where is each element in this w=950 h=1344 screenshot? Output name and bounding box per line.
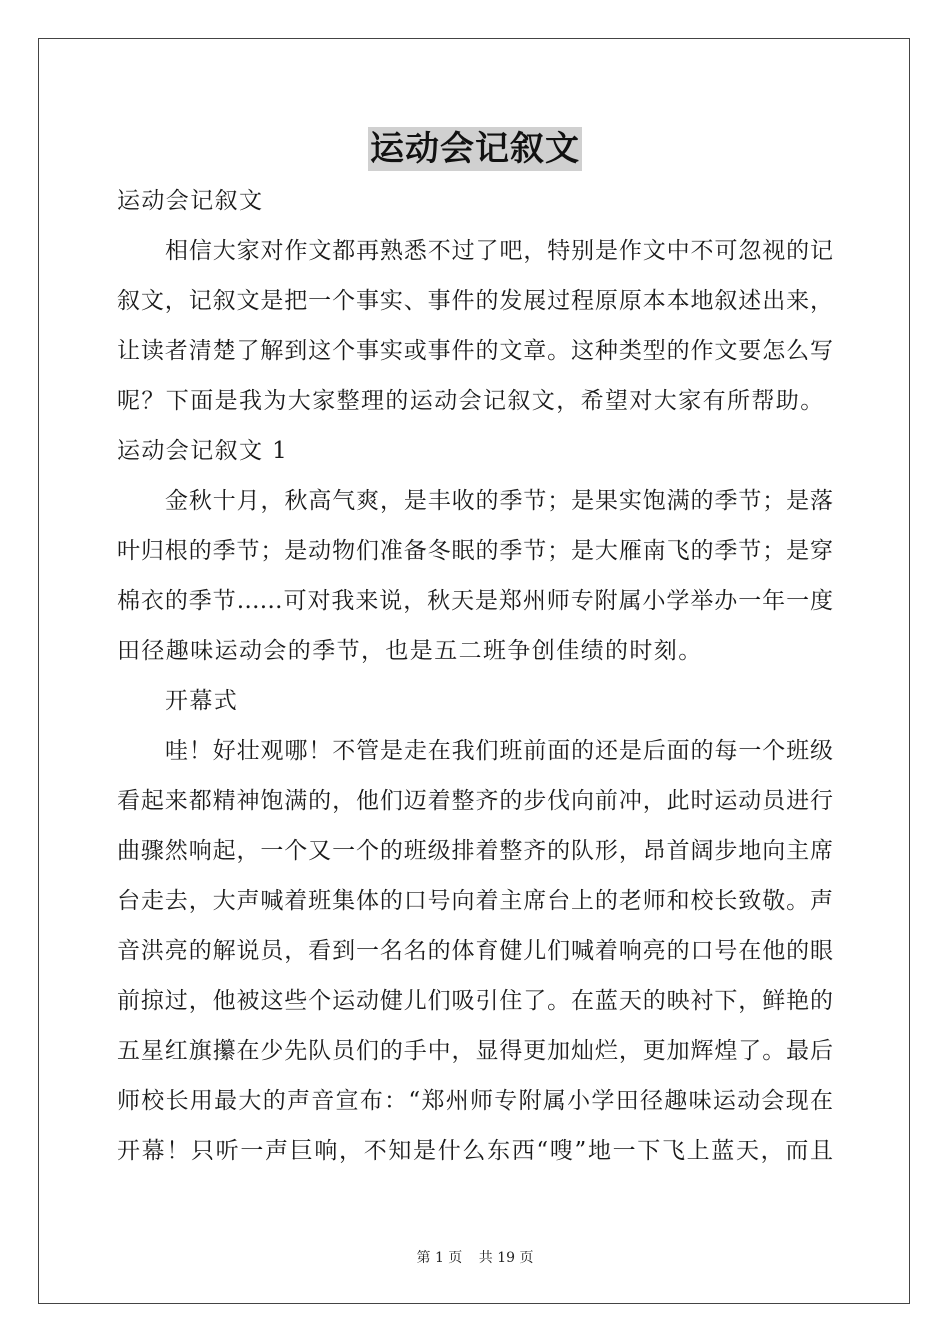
text-line: 叶归根的季节；是动物们准备冬眠的季节；是大雁南飞的季节；是穿 [117, 538, 833, 564]
text-line: 运动会记叙文 1 [117, 438, 289, 464]
text-line: 音洪亮的解说员，看到一名名的体育健儿们喊着响亮的口号在他的眼 [117, 938, 833, 964]
text-line: 开幕！只听一声巨响，不知是什么东西“嗖”地一下飞上蓝天，而且 [117, 1138, 833, 1164]
text-line: 台走去，大声喊着班集体的口号向着主席台上的老师和校长致敬。声 [117, 888, 833, 914]
text-line: 前掠过，他被这些个运动健儿们吸引住了。在蓝天的映衬下，鲜艳的 [117, 988, 833, 1014]
text-line: 看起来都精神饱满的，他们迈着整齐的步伐向前冲，此时运动员进行 [117, 788, 833, 814]
text-line: 叙文，记叙文是把一个事实、事件的发展过程原原本本地叙述出来， [117, 288, 833, 314]
page-number: 第 1 页 [416, 1250, 463, 1266]
text-line: 让读者清楚了解到这个事实或事件的文章。这种类型的作文要怎么写 [117, 338, 833, 364]
text-line: 呢？下面是我为大家整理的运动会记叙文，希望对大家有所帮助。 [117, 388, 825, 414]
text-line: 五星红旗攥在少先队员们的手中，显得更加灿烂，更加辉煌了。最后 [117, 1038, 833, 1064]
text-line: 师校长用最大的声音宣布：“郑州师专附属小学田径趣味运动会现在 [117, 1088, 833, 1114]
text-line: 哇！好壮观哪！不管是走在我们班前面的还是后面的每一个班级 [165, 738, 833, 764]
document-body [117, 176, 833, 1176]
title-wrap [0, 127, 950, 171]
page-footer [0, 1247, 950, 1267]
text-line: 田径趣味运动会的季节，也是五二班争创佳绩的时刻。 [117, 638, 703, 664]
text-line: 棉衣的季节……可对我来说，秋天是郑州师专附属小学举办一年一度 [117, 588, 833, 614]
text-line: 曲骤然响起，一个又一个的班级排着整齐的队形，昂首阔步地向主席 [117, 838, 833, 864]
text-line: 运动会记叙文 [117, 188, 264, 214]
document-title: 运动会记叙文 [370, 129, 580, 169]
text-line: 相信大家对作文都再熟悉不过了吧，特别是作文中不可忽视的记 [165, 238, 833, 264]
text-line: 开幕式 [165, 688, 239, 714]
page-total: 共 19 页 [478, 1250, 534, 1266]
text-line: 金秋十月，秋高气爽，是丰收的季节；是果实饱满的季节；是落 [165, 488, 833, 514]
